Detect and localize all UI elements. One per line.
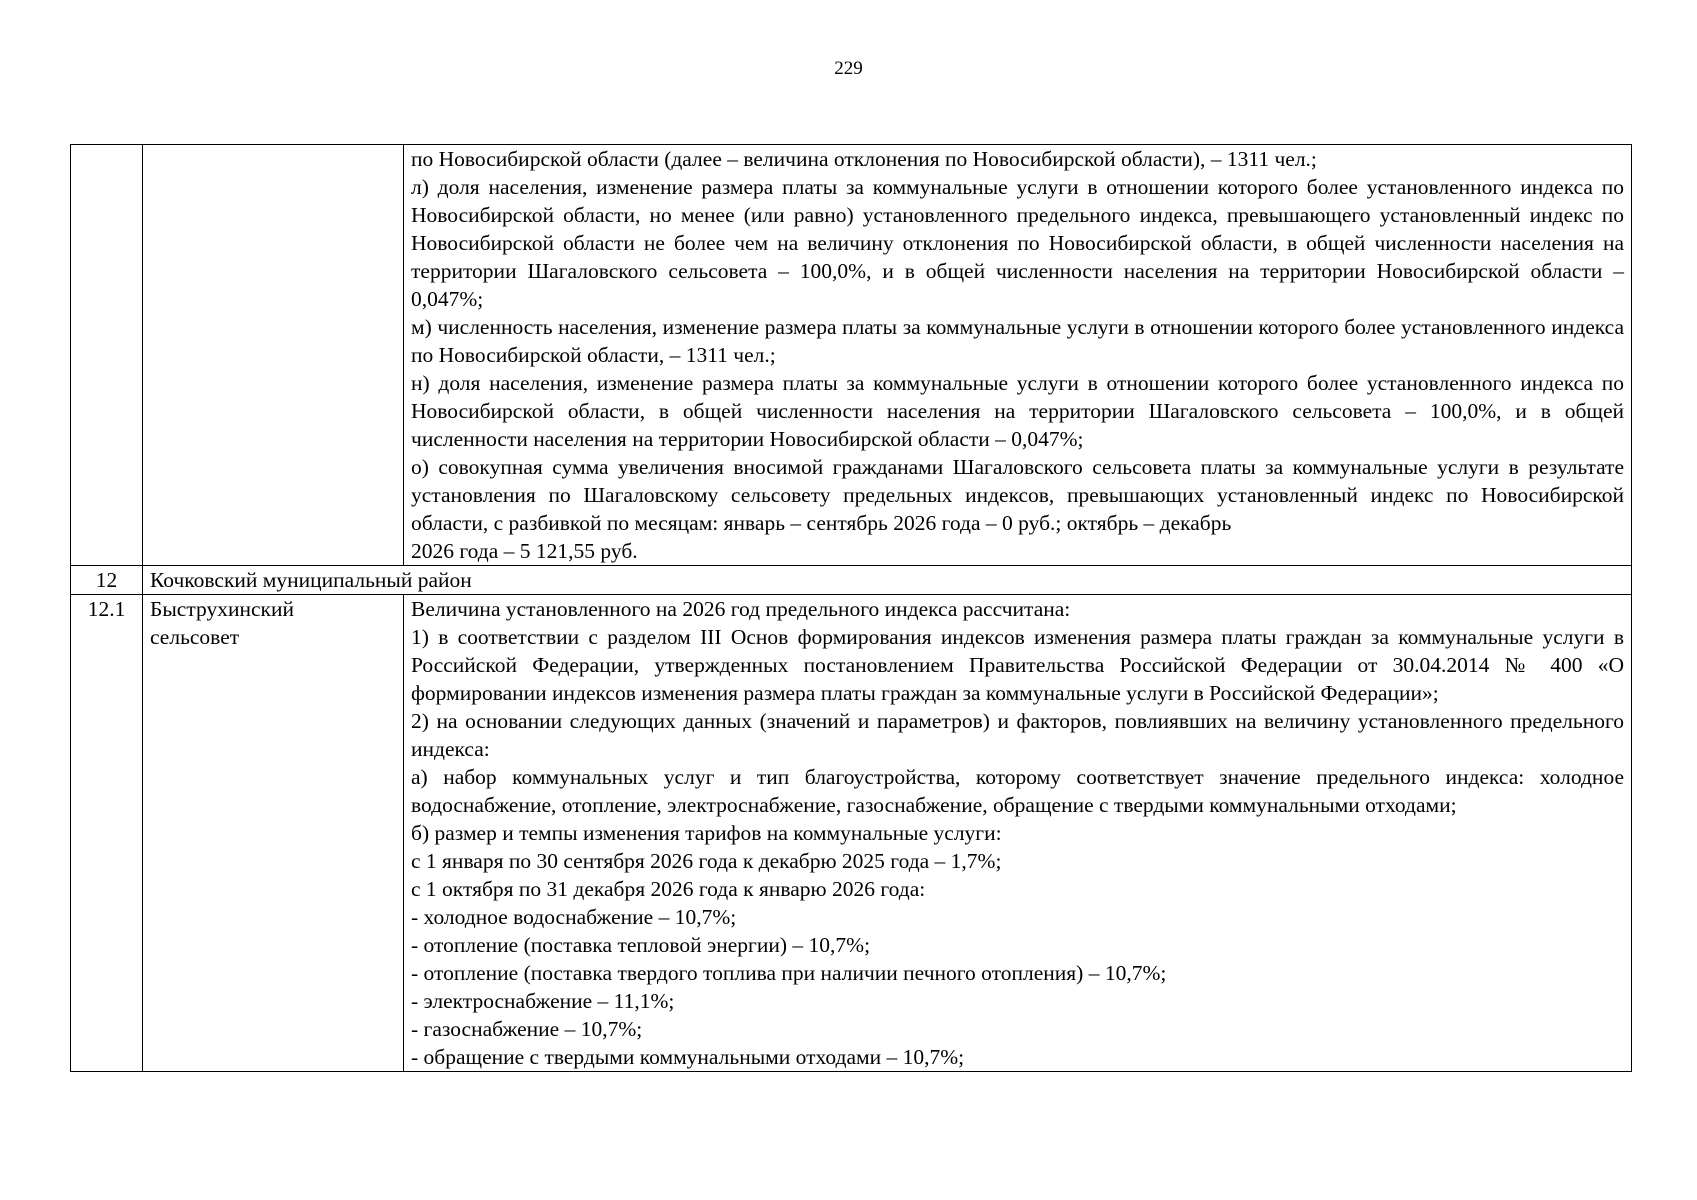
- paragraph: с 1 октября по 31 декабря 2026 года к январю 2026 года:: [411, 877, 926, 901]
- row-name-cell: [143, 145, 404, 566]
- paragraph: о) совокупная сумма увеличения вносимой гражданами Шагаловского сельсовета платы за коммунальные услуги в результате установления по Шагаловскому сельсовету предельных индексов, превышающих установленный индекс по Новосибирской области, с разбивкой по месяцам: январь – сентябрь 2026 года – 0 руб.; октябрь – декабрь: [411, 455, 1624, 535]
- table-row-district: [71, 566, 1632, 595]
- paragraph: м) численность населения, изменение размера платы за коммунальные услуги в отношении которого более установленного индекса по Новосибирской области, – 1311 чел.;: [411, 315, 1624, 367]
- page-number: 229: [834, 58, 863, 79]
- paragraph: - обращение с твердыми коммунальными отходами – 10,7%;: [411, 1045, 965, 1069]
- paragraph: л) доля населения, изменение размера платы за коммунальные услуги в отношении которого более установленного индекса по Новосибирской области, но менее (или равно) установленного предельного индекса, превышающего установленный индекс по Новосибирской области не более чем на величину отклонения по Новосибирской области, в общей численности населения на территории Шагаловского сельсовета – 100,0%, и в общей численности населения на территории Новосибирской области – 0,047%;: [411, 175, 1624, 311]
- paragraph: Величина установленного на 2026 год предельного индекса рассчитана:: [411, 597, 1071, 621]
- paragraph: по Новосибирской области (далее – величина отклонения по Новосибирской области), – 1311 чел.;: [411, 147, 1317, 171]
- paragraph: - электроснабжение – 11,1%;: [411, 989, 675, 1013]
- paragraph: 2) на основании следующих данных (значений и параметров) и факторов, повлиявших на величину установленного предельного индекса:: [411, 709, 1624, 761]
- paragraph: с 1 января по 30 сентября 2026 года к декабрю 2025 года – 1,7%;: [411, 849, 1002, 873]
- paragraph: н) доля населения, изменение размера платы за коммунальные услуги в отношении которого более установленного индекса по Новосибирской области, в общей численности населения на территории Шагаловского сельсовета – 100,0%, и в общей численности населения на территории Новосибирской области – 0,047%;: [411, 371, 1624, 451]
- table-row-continuation: [71, 145, 1632, 566]
- paragraph: б) размер и темпы изменения тарифов на коммунальные услуги:: [411, 821, 1002, 845]
- settlement-name-line: Быструхинский: [150, 597, 294, 621]
- row-name-cell: [143, 595, 404, 1072]
- paragraph: - отопление (поставка тепловой энергии) – 10,7%;: [411, 933, 871, 957]
- district-name-cell: Кочковский муниципальный район: [143, 566, 1632, 595]
- paragraph: 2026 года – 5 121,55 руб.: [411, 539, 638, 563]
- row-text-cell: [404, 595, 1632, 1072]
- paragraph: - отопление (поставка твердого топлива при наличии печного отопления) – 10,7%;: [411, 961, 1167, 985]
- row-text-cell: [404, 145, 1632, 566]
- paragraph: - газоснабжение – 10,7%;: [411, 1017, 643, 1041]
- row-number-cell: 12.1: [71, 595, 143, 1072]
- paragraph: а) набор коммунальных услуг и тип благоустройства, которому соответствует значение предельного индекса: холодное водоснабжение, отопление, электроснабжение, газоснабжение, обращение с твердыми коммунальными отходами;: [411, 765, 1624, 817]
- paragraph: - холодное водоснабжение – 10,7%;: [411, 905, 737, 929]
- row-number-cell: [71, 145, 143, 566]
- row-number-cell: 12: [71, 566, 143, 595]
- settlement-name-line: сельсовет: [150, 625, 240, 649]
- table-row-12-1: [71, 595, 1632, 1072]
- document-table: [70, 144, 1632, 1072]
- paragraph: 1) в соответствии с разделом III Основ формирования индексов изменения размера платы граждан за коммунальные услуги в Российской Федерации, утвержденных постановлением Правительства Российской Федерации от 30.04.2014 № 400 «О формировании индексов изменения размера платы граждан за коммунальные услуги в Российской Федерации»;: [411, 625, 1624, 705]
